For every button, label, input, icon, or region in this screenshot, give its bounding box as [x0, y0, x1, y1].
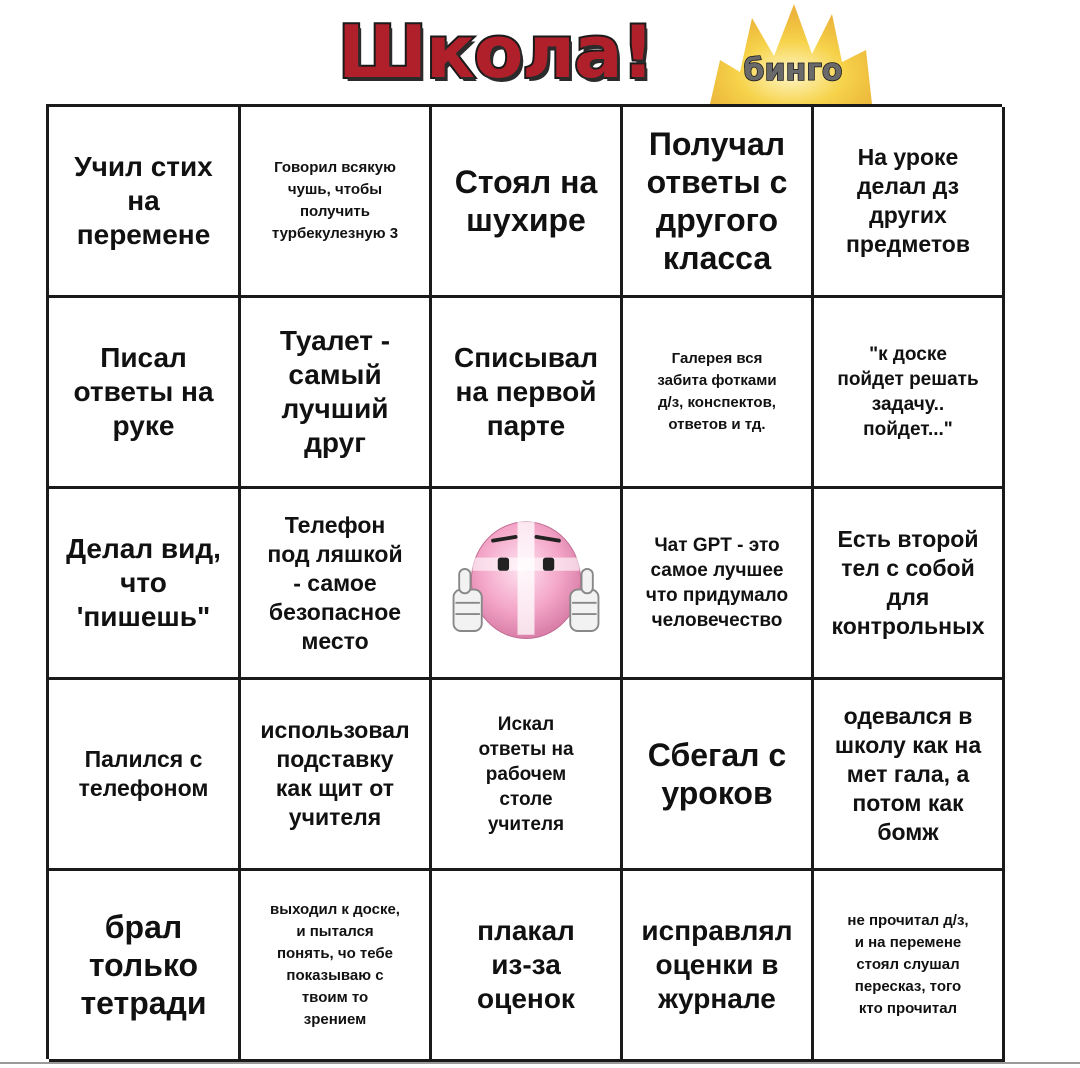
bingo-grid	[46, 104, 1002, 1059]
bingo-cell[interactable]	[49, 298, 241, 489]
bingo-cell-text: Списывал на первой парте	[453, 342, 599, 441]
bingo-cell-text: Делал вид, что 'пишешь"	[66, 533, 221, 632]
bingo-cell-text: исправлял оценки в журнале	[641, 915, 793, 1014]
bingo-cell[interactable]	[241, 298, 432, 489]
bingo-cell-text: Телефон под ляшкой - самое безопасное место	[267, 511, 403, 654]
bingo-cell-text: одевался в школу как на мет гала, а потом как бомж	[834, 702, 982, 845]
bingo-cell[interactable]	[623, 489, 814, 680]
bingo-cell-text: Туалет - самый лучший друг	[279, 325, 391, 458]
bingo-cell-text: Стоял на шухире	[454, 164, 598, 238]
bingo-cell-text: Есть второй тел с собой для контрольных	[831, 526, 985, 639]
bingo-cell-text: брал только тетради	[80, 909, 207, 1021]
bingo-cell-text: Говорил всякую чушь, чтобы получить турбекулезную 3	[271, 159, 399, 242]
bingo-cell-text: плакал из-за оценок	[477, 915, 575, 1014]
bingo-cell[interactable]	[623, 107, 814, 298]
bingo-cell[interactable]	[241, 680, 432, 871]
bingo-cell[interactable]	[241, 107, 432, 298]
bingo-cell-text: не прочитал д/з, и на перемене стоял слушал пересказ, того кто прочитал	[847, 912, 969, 1017]
bingo-cell-text: На уроке делал дз других предметов	[846, 144, 970, 257]
bingo-cell[interactable]	[49, 107, 241, 298]
bottom-divider	[0, 1062, 1080, 1064]
bingo-cell-text: Чат GPT - это самое лучшее что придумало человечество	[645, 535, 789, 631]
bingo-cell-text: Получал ответы с другого класса	[646, 126, 788, 276]
bingo-cell[interactable]	[241, 871, 432, 1062]
bingo-cell-text: Галерея вся забита фотками д/з, конспектов, ответов и тд.	[657, 350, 777, 433]
bingo-cell[interactable]	[814, 298, 1005, 489]
bingo-cell[interactable]	[814, 107, 1005, 298]
bingo-cell-text: использовал подставку как щит от учителя	[260, 717, 410, 830]
bingo-badge: бинго	[743, 53, 843, 88]
bingo-cell-text: Сбегал с уроков	[647, 737, 787, 811]
bingo-cell-text: Палился с телефоном	[78, 746, 209, 801]
bingo-cell[interactable]	[49, 489, 241, 680]
bingo-cell[interactable]	[432, 871, 623, 1062]
bingo-cell[interactable]	[623, 298, 814, 489]
bingo-cell-text: Учил стих на перемене	[74, 151, 213, 250]
bingo-cell-text: Писал ответы на руке	[73, 342, 214, 441]
bingo-free-cell[interactable]	[432, 489, 623, 680]
bingo-header	[0, 0, 1080, 104]
bingo-cell[interactable]	[814, 489, 1005, 680]
bingo-cell[interactable]	[623, 680, 814, 871]
bingo-cell-text: "к доске пойдет решать задачу.. пойдет..."	[837, 344, 979, 440]
page-title: Школа!	[338, 10, 654, 94]
bingo-cell[interactable]	[432, 298, 623, 489]
bingo-cell-text: Искал ответы на рабочем столе учителя	[478, 713, 574, 835]
bingo-cell-text: выходил к доске, и пытался понять, чо тебе показываю с твоим то зрением	[270, 901, 400, 1028]
bingo-cell[interactable]	[432, 107, 623, 298]
bingo-cell[interactable]	[814, 871, 1005, 1062]
bingo-cell[interactable]	[49, 871, 241, 1062]
bingo-cell[interactable]	[241, 489, 432, 680]
bingo-cell[interactable]	[49, 680, 241, 871]
thumbs-up-smiley-icon	[446, 512, 606, 654]
bingo-cell[interactable]	[623, 871, 814, 1062]
bingo-cell[interactable]	[432, 680, 623, 871]
bingo-cell[interactable]	[814, 680, 1005, 871]
